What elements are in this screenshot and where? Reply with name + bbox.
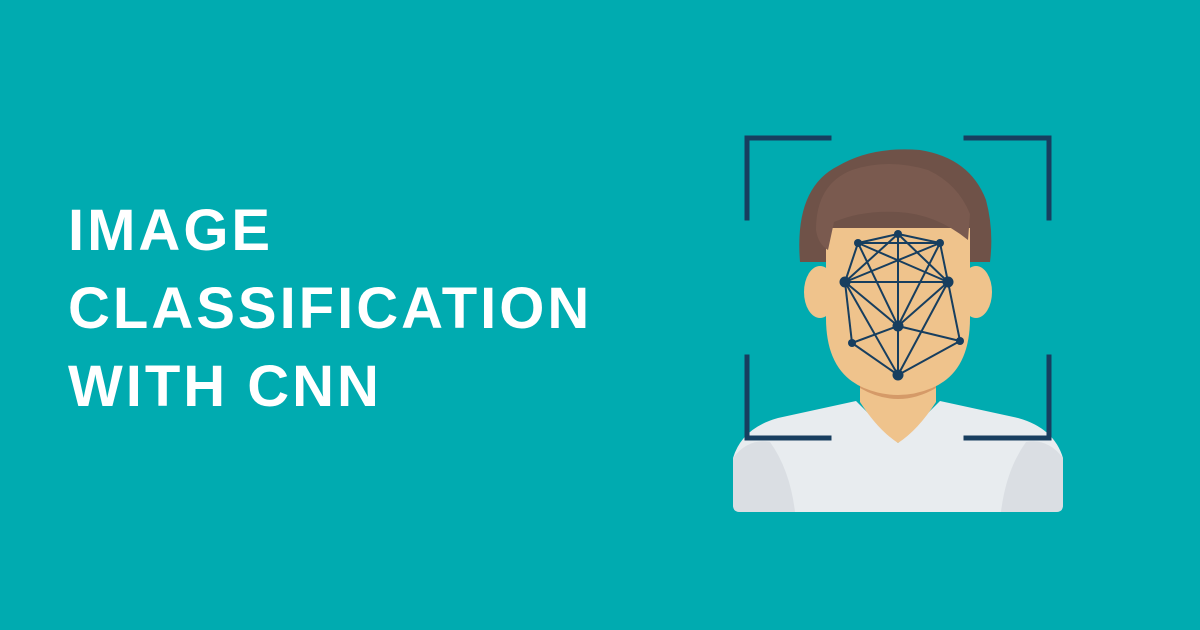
- landmark-point: [854, 239, 862, 247]
- landmark-point: [936, 239, 944, 247]
- title-line-1: IMAGE: [68, 198, 274, 263]
- landmark-point: [894, 230, 902, 238]
- landmark-point: [893, 321, 904, 332]
- title-line-2: CLASSIFICATION: [68, 276, 593, 341]
- title-line-3: WITH CNN: [68, 354, 382, 419]
- landmark-point: [840, 277, 851, 288]
- landmark-point: [893, 370, 904, 381]
- landmark-point: [956, 337, 964, 345]
- landmark-point: [848, 339, 856, 347]
- landmark-point: [943, 277, 954, 288]
